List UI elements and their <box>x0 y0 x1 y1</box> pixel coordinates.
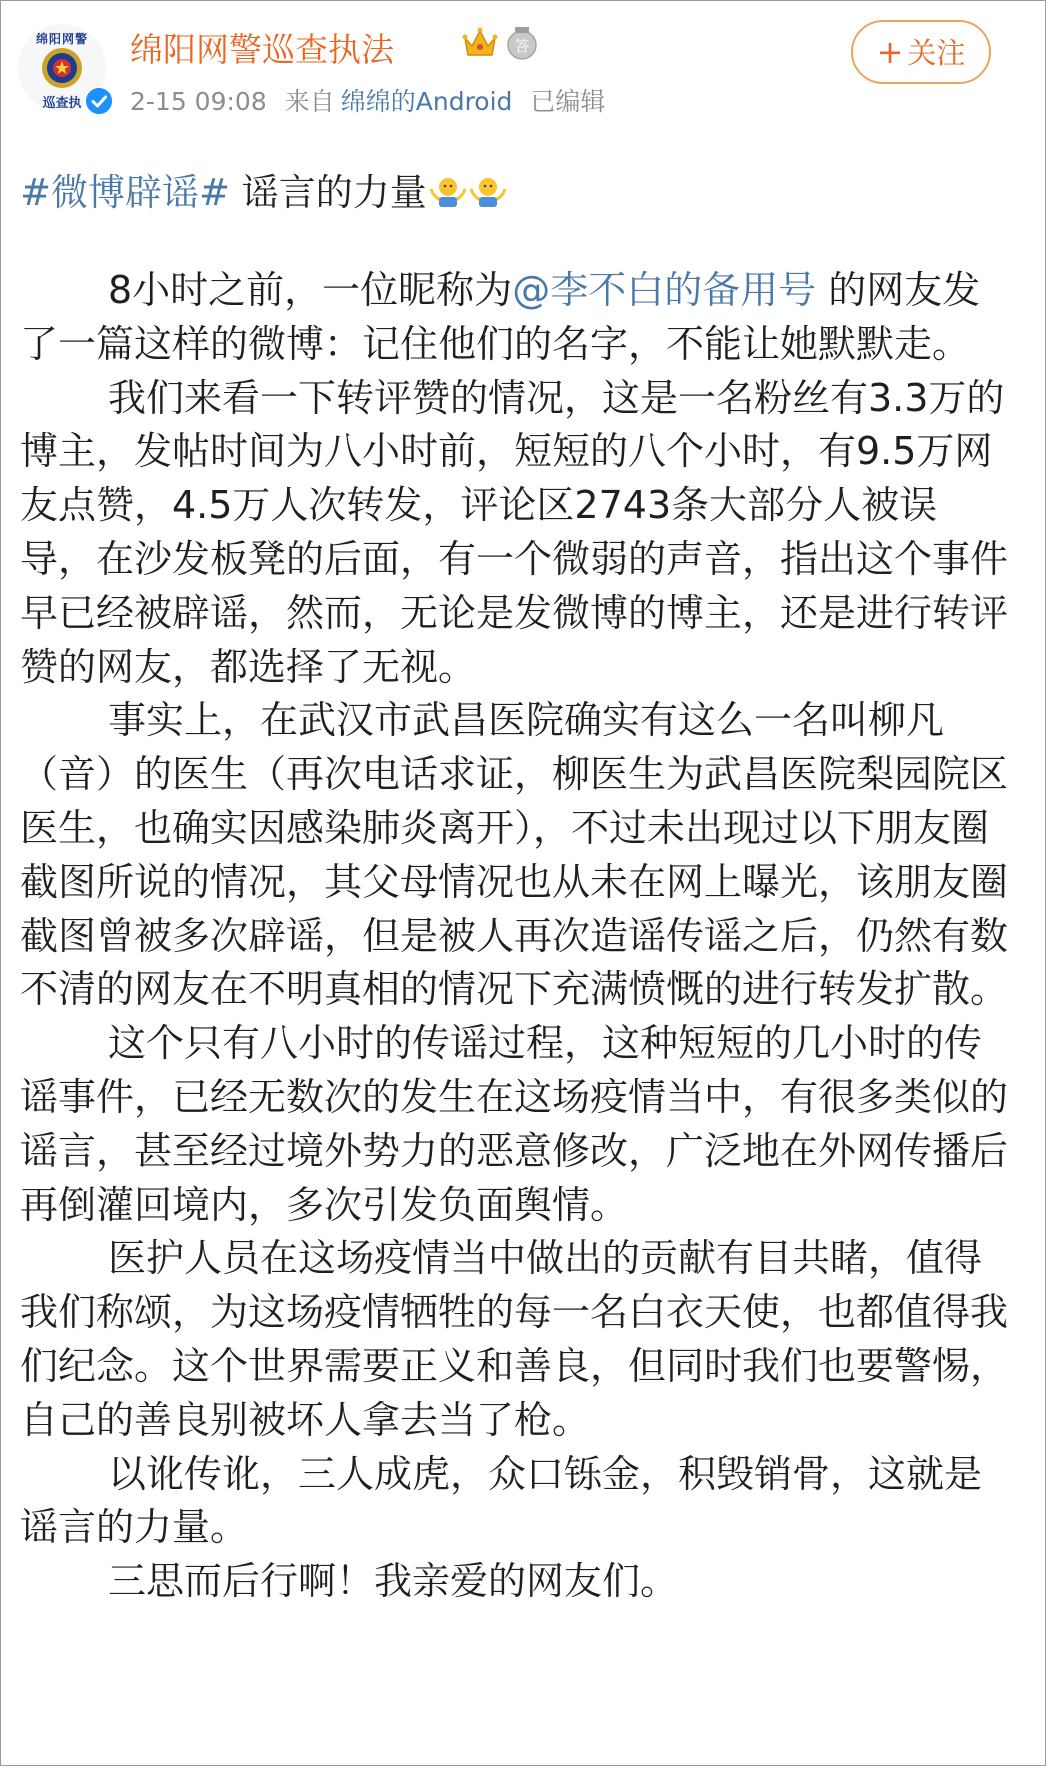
post-meta <box>130 82 623 118</box>
post-header <box>0 0 1048 140</box>
body-paragraph: 这个只有八小时的传谣过程，这种短短的几小时的传谣事件，已经无数次的发生在这场疫情当中，有很多类似的谣言，甚至经过境外势力的恶意修改，广泛地在外网传播后再倒灌回境内，多次引发负面舆情。 <box>20 1021 1009 1227</box>
crown-icon <box>462 26 498 60</box>
medal-icon <box>505 26 539 60</box>
follow-label: 关注 <box>907 36 966 70</box>
body-paragraph: 医护人员在这场疫情当中做出的贡献有目共睹，值得我们称颂，为这场疫情牺牲的每一名白衣天使，也都值得我们纪念。这个世界需要正义和善良，但同时我们也要警惕，自己的善良别被坏人拿去当了枪。 <box>20 1236 1009 1442</box>
svg-text:答: 答 <box>514 37 530 55</box>
hashtag-link[interactable]: #微博辟谣# <box>20 171 231 214</box>
user-mention-link[interactable]: @李不白的备用号 <box>512 268 817 312</box>
body-paragraph: 事实上，在武汉市武昌医院确实有这么一名叫柳凡（音）的医生（再次电话求证，柳医生为武昌医院梨园院区医生，也确实因感染肺炎离开），不过未出现过以下朋友圈截图所说的情况，其父母情况也从未在网上曝光，该朋友圈截图曾被多次辟谣，但是被人再次造谣传谣之后，仍然有数不清的网友在不明真相的情况下充满愤慨的进行转发扩散。 <box>20 698 1009 1012</box>
police-emblem-icon <box>40 46 84 90</box>
source-prefix: 来自 <box>284 87 335 116</box>
post-timestamp: 2-15 09:08 <box>130 87 267 116</box>
post-headline: 谣言的力量 <box>241 171 427 214</box>
paragraph-text: 的网友发了一篇这样的微博：记住他们的名字，不能让她默默走。 <box>20 268 981 366</box>
plus-icon: + <box>876 33 904 71</box>
post-title-line <box>20 162 507 216</box>
body-paragraph: 我们来看一下转评赞的情况，这是一名粉丝有3.3万的博主，发帖时间为八小时前，短短的八个小时，有9.5万网友点赞，4.5万人次转发，评论区2743条大部分人被误导，在沙发板凳的后面，有一个微弱的声音，指出这个事件早已经被辟谣，然而，无论是发微博的博主，还是进行转评赞的网友，都选择了无视。 <box>20 375 1009 689</box>
source-client-link[interactable]: 绵绵的Android <box>340 87 513 116</box>
body-paragraph: 三思而后行啊！我亲爱的网友们。 <box>108 1559 679 1604</box>
verified-check-icon <box>84 86 114 116</box>
paragraph-text: 8小时之前，一位昵称为 <box>108 268 513 312</box>
shrug-emoji-icon <box>429 175 467 209</box>
post-body <box>20 264 1010 1609</box>
edited-label: 已编辑 <box>530 87 606 116</box>
avatar-caption-top: 绵阳网警 <box>35 32 88 46</box>
body-paragraph: 以讹传讹，三人成虎，众口铄金，积毁销骨，这就是谣言的力量。 <box>20 1451 983 1550</box>
follow-button[interactable] <box>851 20 991 84</box>
author-name[interactable]: 绵阳网警巡查执法 <box>130 30 394 69</box>
shrug-emoji-icon <box>469 175 507 209</box>
body-paragraph <box>20 264 1010 372</box>
avatar-caption-bottom: 巡查执 <box>42 96 82 111</box>
